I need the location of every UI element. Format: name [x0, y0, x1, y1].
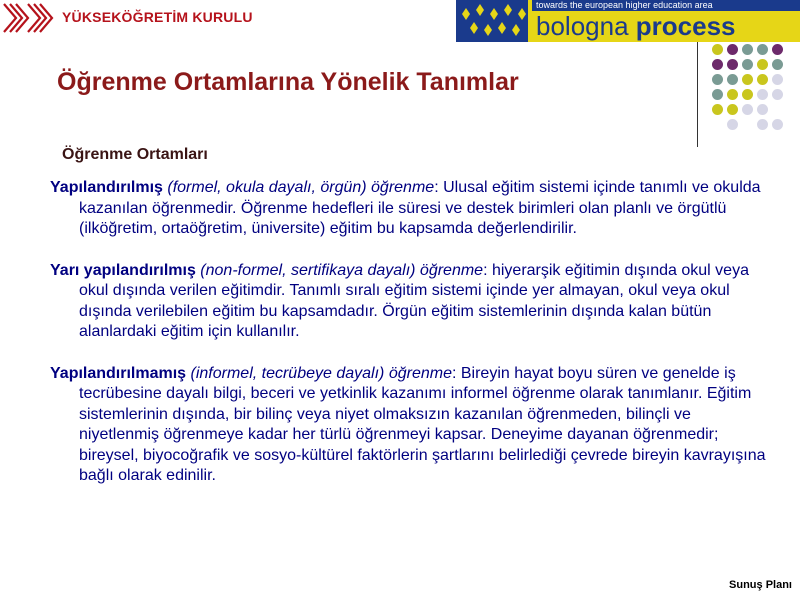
dot-icon: [772, 89, 783, 100]
dot-icon: [712, 74, 723, 85]
dot-icon: [757, 44, 768, 55]
dot-icon: [727, 89, 738, 100]
slide-title: Öğrenme Ortamlarına Yönelik Tanımlar: [57, 68, 519, 96]
definition-note: (informel, tecrübeye dayalı) öğrenme: [186, 364, 452, 382]
slide-subtitle: Öğrenme Ortamları: [62, 146, 208, 163]
dot-icon: [757, 74, 768, 85]
definition-text: : Ulusal eğitim sistemi içinde tanımlı ve okulda kazanılan öğrenmedir. Öğrenme hedefleri ile süresi ve destek birimleri olan planlı ve örgütlü (ilköğretim, ortaöğretim, üniversite) eğitim bu kapsamda değerlendirilir.: [79, 179, 761, 237]
bologna-tagline: towards the european higher education area: [532, 0, 800, 11]
dot-icon: [712, 59, 723, 70]
bologna-word: bologna: [536, 11, 629, 41]
presentation-plan-link[interactable]: Sunuş Planı: [729, 579, 792, 591]
definition-term: Yarı yapılandırılmış: [50, 261, 196, 279]
bologna-process-logo: [456, 0, 800, 42]
yok-emblem-icon: [2, 2, 60, 34]
dot-icon: [712, 89, 723, 100]
dot-icon: [742, 59, 753, 70]
dot-icon: [742, 74, 753, 85]
dot-icon: [712, 44, 723, 55]
dot-icon: [727, 74, 738, 85]
dot-icon: [757, 89, 768, 100]
dot-icon: [742, 89, 753, 100]
dot-icon: [757, 104, 768, 115]
definition-text: : hiyerarşik eğitimin dışında okul veya okul dışında verilen eğitimdir. Tanımlı sıralı eğitim sistemi içinde yer almayan, okul veya okul dışında verilebilen eğitim bu kapsamdadır. Örgün eğitim sistemlerinin dışında kalan bütün alanlardaki eğitim için kullanılır.: [79, 261, 749, 340]
dot-icon: [712, 104, 723, 115]
definition-paragraph: [50, 261, 770, 343]
yok-logo-text: YÜKSEKÖĞRETİM KURULU: [62, 9, 253, 25]
definition-paragraph: [50, 178, 770, 240]
process-word: process: [635, 11, 736, 41]
definition-note: (formel, okula dayalı, örgün) öğrenme: [162, 179, 435, 196]
dot-icon: [772, 44, 783, 55]
eu-stars-icon: [456, 0, 528, 42]
dot-icon: [757, 119, 768, 130]
dot-icon: [772, 59, 783, 70]
dot-icon: [772, 119, 783, 130]
definition-text: : Bireyin hayat boyu süren ve genelde iş tecrübesine dayalı bilgi, beceri ve yetkinlik kazanımı informel öğrenme olarak tanımlanır. Eğitim sistemlerinin dışında, bir bilinç veya niyet olmaksızın kazanılan öğrenmeden, bilinçli ve niyetlenmiş öğrenmeye kadar her türlü öğrenmeyi kapsar. Deneyime dayanan öğrenmedir; bireysel, biyocoğrafik ve sosyo-kültürel faktörlerin şartlarını belirlediği çevrede bireyin kavrayışına bağlı olarak edinilir.: [79, 364, 766, 484]
definition-term: Yapılandırılmamış: [50, 364, 187, 382]
definition-note: (non-formel, sertifikaya dayalı) öğrenme: [195, 261, 484, 279]
dot-icon: [727, 104, 738, 115]
dot-icon: [772, 74, 783, 85]
dot-icon: [742, 44, 753, 55]
dot-icon: [757, 59, 768, 70]
divider-line: [697, 42, 698, 147]
yok-logo: [0, 0, 253, 36]
definition-term: Yapılandırılmış: [50, 179, 163, 196]
definition-paragraph: [50, 364, 770, 487]
dot-icon: [727, 59, 738, 70]
slide-body: [50, 178, 770, 508]
dot-icon: [727, 119, 738, 130]
dot-icon: [727, 44, 738, 55]
bologna-wordmark: [536, 11, 736, 41]
dot-icon: [742, 104, 753, 115]
